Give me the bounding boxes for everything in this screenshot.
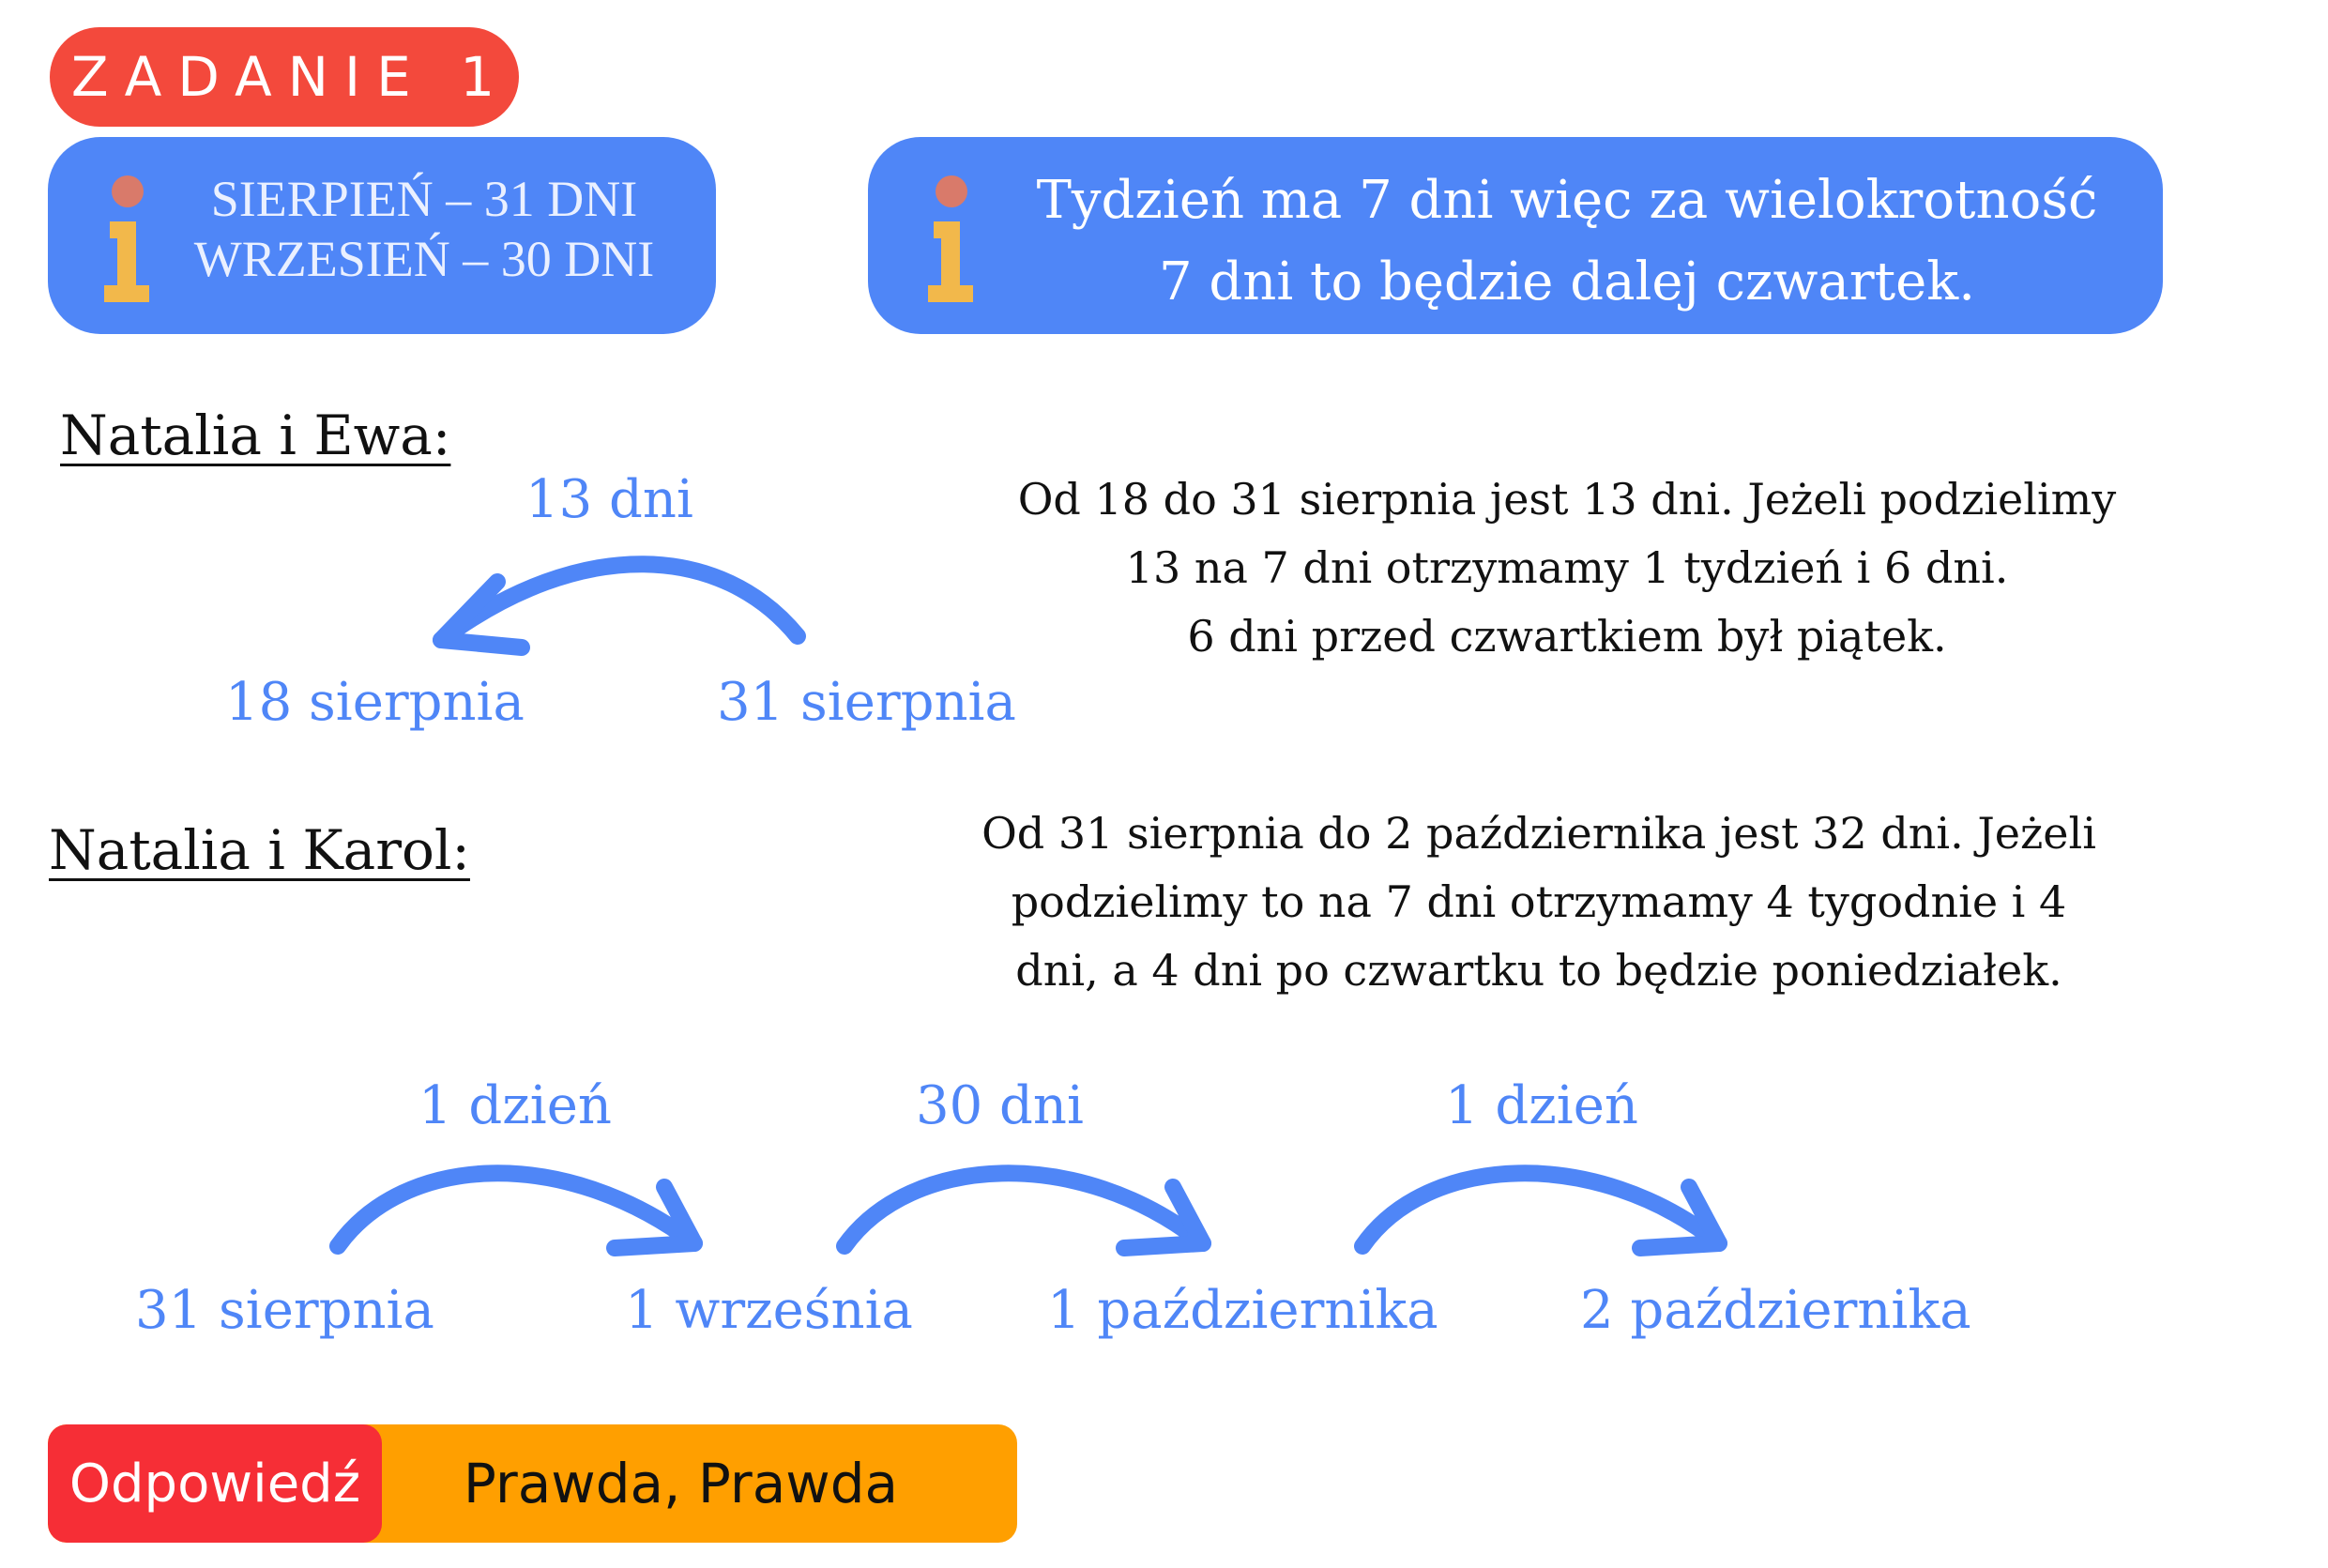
explanation-line: dni, a 4 dni po czwartku to będzie poniedziałek.	[1015, 945, 2062, 996]
arrow-label-13-days: 13 dni	[525, 469, 693, 530]
arrow-label-1-day-second: 1 dzień	[1445, 1075, 1638, 1136]
date-2-october: 2 października	[1580, 1280, 1971, 1341]
arrow-forward-icon	[1362, 1173, 1719, 1248]
explanation-line: 13 na 7 dni otrzymamy 1 tydzień i 6 dni.	[1125, 542, 2009, 593]
arrow-forward-icon	[844, 1173, 1203, 1248]
info-week-line-2: 7 dni to będzie dalej czwartek.	[1158, 251, 1976, 312]
explanation-line: Od 31 sierpnia do 2 października jest 32 dni. Jeżeli	[981, 808, 2096, 859]
explanation-line: 6 dni przed czwartkiem był piątek.	[1187, 611, 1947, 662]
date-31-august: 31 sierpnia	[135, 1280, 434, 1341]
info-months-line-1: SIERPIEŃ – 31 DNI	[210, 171, 638, 227]
explanation-line: Od 18 do 31 sierpnia jest 13 dni. Jeżeli podzielimy	[1017, 474, 2117, 525]
info-week-line-1: Tydzień ma 7 dni więc za wielokrotność	[1036, 170, 2098, 231]
date-1-october: 1 października	[1047, 1280, 1438, 1341]
answer-value: Prawda, Prawda	[463, 1452, 899, 1515]
answer-label: Odpowiedź	[48, 1424, 382, 1543]
arrow-label-1-day-first: 1 dzień	[418, 1075, 612, 1136]
explanation-line: podzielimy to na 7 dni otrzymamy 4 tygodnie i 4	[1011, 876, 2067, 927]
arrow-back-icon	[441, 564, 798, 647]
info-months-line-2: WRZESIEŃ – 30 DNI	[193, 231, 655, 287]
date-18-august: 18 sierpnia	[225, 672, 525, 733]
arrow-label-30-days: 30 dni	[916, 1075, 1084, 1136]
answer-bar	[48, 1424, 1017, 1543]
section-title-natalia-ewa: Natalia i Ewa:	[60, 403, 451, 467]
section-title-natalia-karol: Natalia i Karol:	[49, 818, 470, 882]
date-1-september: 1 września	[625, 1280, 913, 1341]
task-badge-label: ZADANIE 1	[70, 45, 511, 109]
date-31-august: 31 sierpnia	[717, 672, 1016, 733]
arrow-forward-icon	[338, 1173, 694, 1248]
